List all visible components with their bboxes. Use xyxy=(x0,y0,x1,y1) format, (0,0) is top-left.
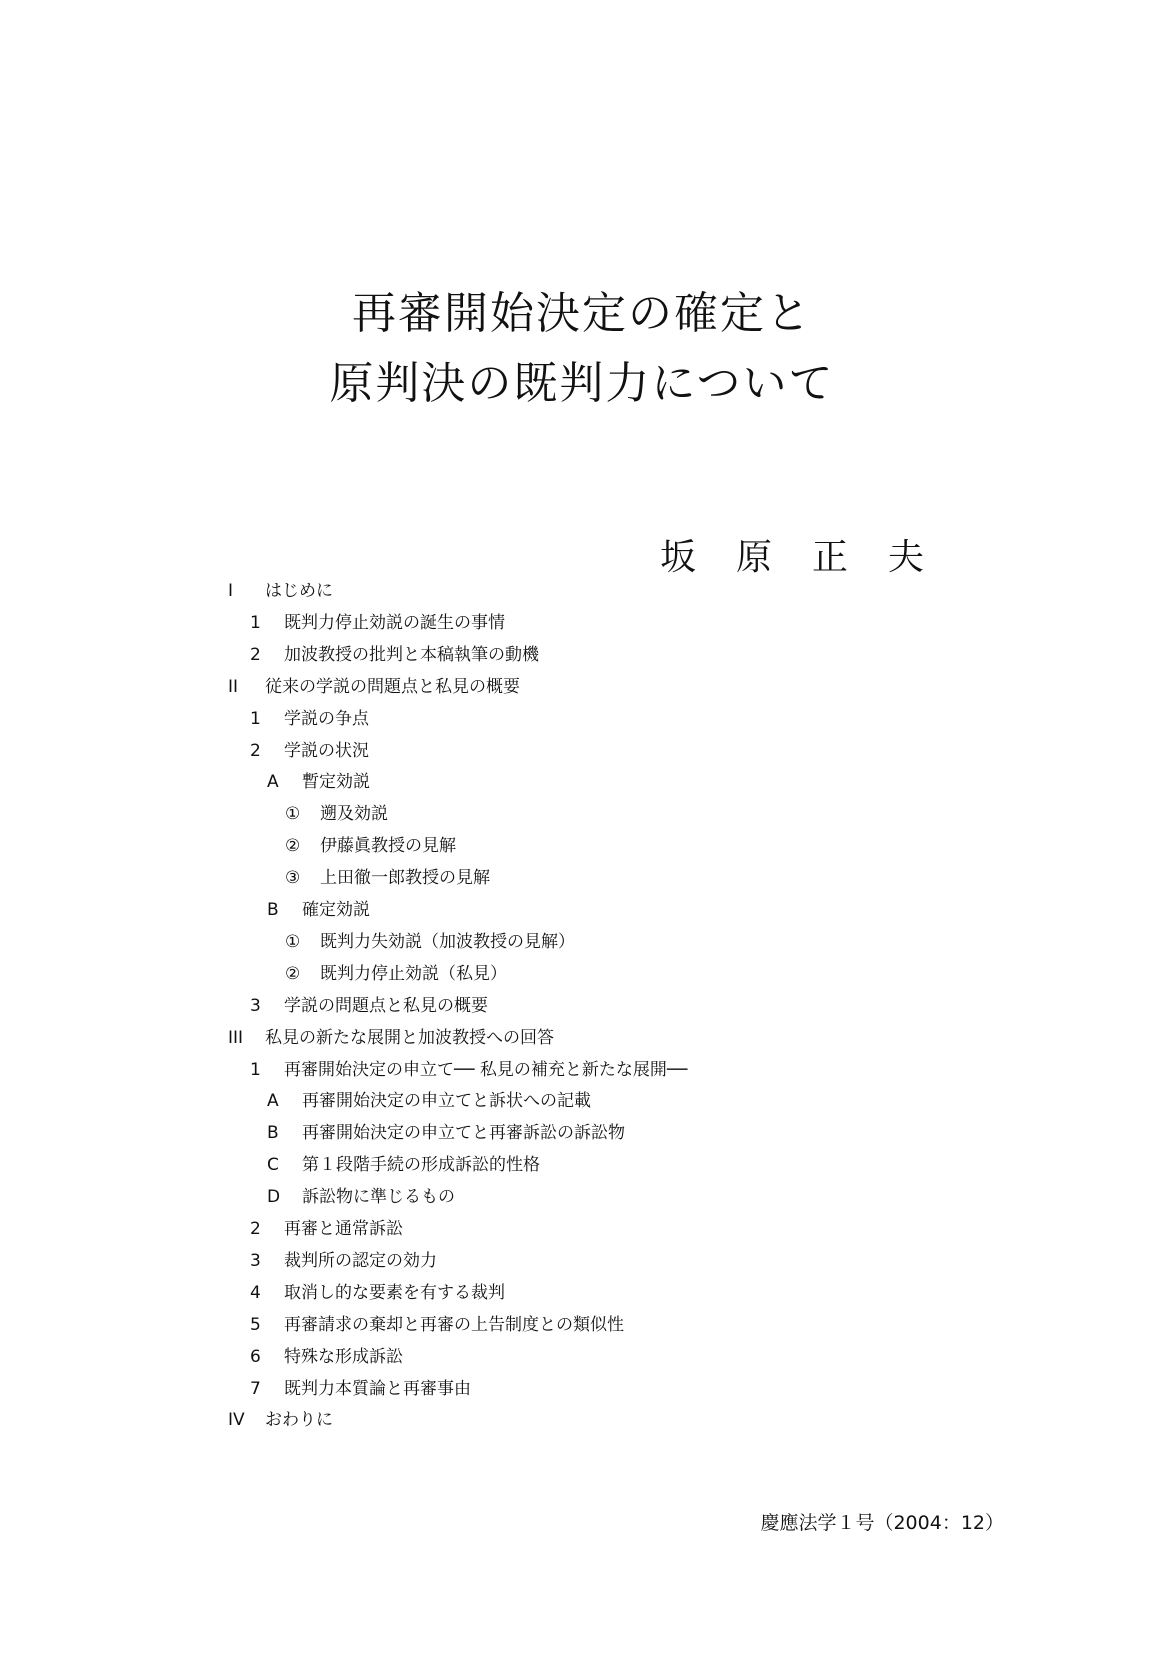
toc-item-number: 3 xyxy=(250,1251,261,1271)
toc-item-text: 第１段階手続の形成訴訟的性格 xyxy=(302,1155,540,1175)
toc-item-text: 暫定効説 xyxy=(302,772,370,792)
toc-item-text: 既判力停止効説（私見） xyxy=(320,964,507,984)
toc-item-number: C xyxy=(267,1155,279,1175)
toc-item-text: 学説の問題点と私見の概要 xyxy=(284,996,488,1016)
toc-item-number: 5 xyxy=(250,1315,261,1335)
toc-item-number: 1 xyxy=(250,709,261,729)
toc-item-text: 既判力停止効説の誕生の事情 xyxy=(284,613,505,633)
toc-item-text: 加波教授の批判と本稿執筆の動機 xyxy=(284,645,539,665)
toc-item-number: D xyxy=(267,1187,281,1207)
toc-item-number: I xyxy=(228,581,234,601)
toc-item-number: IV xyxy=(228,1410,245,1430)
toc-item-text: 訴訟物に準じるもの xyxy=(302,1187,455,1207)
toc-item-number: 4 xyxy=(250,1283,261,1303)
toc-item-text: 伊藤眞教授の見解 xyxy=(320,836,456,856)
toc-item-text: 特殊な形成訴訟 xyxy=(284,1347,403,1367)
toc-item-number: A xyxy=(267,772,279,792)
toc-item-text: 再審開始決定の申立て── 私見の補充と新たな展開── xyxy=(284,1060,688,1080)
toc-item-number: 3 xyxy=(250,996,261,1016)
toc-item-number: 2 xyxy=(250,645,261,665)
toc-item-text: 既判力本質論と再審事由 xyxy=(284,1379,471,1399)
toc-item-text: 再審と通常訴訟 xyxy=(284,1219,403,1239)
toc-item-text: 上田徹一郎教授の見解 xyxy=(320,868,490,888)
toc-item-text: 遡及効説 xyxy=(320,804,388,824)
toc-item-text: 学説の争点 xyxy=(284,709,369,729)
toc-item-number: ① xyxy=(285,804,301,824)
toc-item-number: ② xyxy=(285,964,301,984)
toc-item-text: 従来の学説の問題点と私見の概要 xyxy=(265,677,520,697)
toc-item-text: 再審開始決定の申立てと訴状への記載 xyxy=(302,1091,591,1111)
toc-item-number: ③ xyxy=(285,868,301,888)
toc-item-number: 2 xyxy=(250,1219,261,1239)
toc-item-text: 学説の状況 xyxy=(284,741,369,761)
page-title-line-2: 原判決の既判力について xyxy=(329,358,835,409)
toc-item-text: 既判力失効説（加波教授の見解） xyxy=(320,932,575,952)
toc-item-text: 再審開始決定の申立てと再審訴訟の訴訟物 xyxy=(302,1123,625,1143)
toc-item-number: 1 xyxy=(250,1060,261,1080)
toc-item-text: 取消し的な要素を有する裁判 xyxy=(284,1283,505,1303)
toc-item-number: B xyxy=(267,1123,279,1143)
toc-item-text: はじめに xyxy=(265,581,333,601)
toc-item-number: ② xyxy=(285,836,301,856)
toc-item-text: 私見の新たな展開と加波教授への回答 xyxy=(265,1028,554,1048)
toc-item-text: 裁判所の認定の効力 xyxy=(284,1251,437,1271)
toc-item-number: 7 xyxy=(250,1379,261,1399)
page-title-line-1: 再審開始決定の確定と xyxy=(352,288,812,339)
toc-item-number: III xyxy=(228,1028,244,1048)
toc-item-number: A xyxy=(267,1091,279,1111)
toc-item-text: 確定効説 xyxy=(302,900,370,920)
author-name: 坂原正夫 xyxy=(659,537,964,578)
toc-item-number: II xyxy=(228,677,239,697)
toc-item-number: 1 xyxy=(250,613,261,633)
toc-item-number: 6 xyxy=(250,1347,261,1367)
toc-item-number: 2 xyxy=(250,741,261,761)
journal-citation: 慶應法学１号（2004：12） xyxy=(760,1512,1004,1534)
toc-item-number: ① xyxy=(285,932,301,952)
toc-item-text: おわりに xyxy=(265,1410,333,1430)
toc-item-text: 再審請求の棄却と再審の上告制度との類似性 xyxy=(284,1315,624,1335)
toc-item-number: B xyxy=(267,900,279,920)
